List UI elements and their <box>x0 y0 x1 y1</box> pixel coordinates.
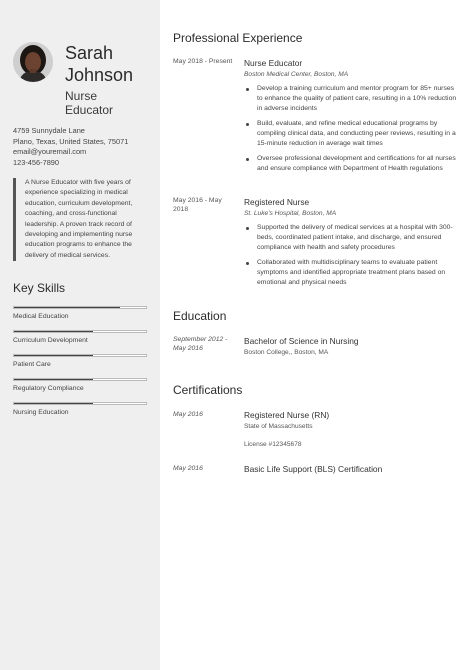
summary: A Nurse Educator with five years of experience specializing in medical education, curriculum development, coaching, and cross-functional leadership. A proven track record of developing and implementing nurse education programs to enhance the delivery of medical services. <box>13 178 145 261</box>
job-1-bullet: Build, evaluate, and refine medical educational programs by compiling clinical data, and conducting peer reviews, resulting in a 15-minute reduction in average wait times <box>244 119 459 149</box>
avatar <box>13 42 53 82</box>
skill-level-bar <box>13 306 147 309</box>
skill-level-bar <box>13 402 147 405</box>
job-title-line-1: Nurse <box>65 89 98 103</box>
sidebar <box>0 0 160 670</box>
job-title-line-2: Educator <box>65 103 114 117</box>
job-2-org: St. Luke's Hospital, Boston, MA <box>244 210 337 217</box>
skill-level-fill <box>14 355 93 356</box>
skill-label: Nursing Education <box>13 409 69 416</box>
cert-1-license: License #12345678 <box>244 441 302 448</box>
job-1-bullets <box>244 84 459 179</box>
city: Plano, Texas, United States, 75071 <box>13 136 129 146</box>
address: 4759 Sunnydale Lane <box>13 126 85 135</box>
cert-2-date: May 2016 <box>173 465 203 472</box>
job-1-org: Boston Medical Center, Boston, MA <box>244 71 349 78</box>
job-1-bullet: Oversee professional development and certifications for all nurses and ensure compliance with Department of Health regulations <box>244 154 459 174</box>
skill-label: Patient Care <box>13 361 51 368</box>
job-title <box>65 89 113 117</box>
first-name: Sarah <box>65 43 114 63</box>
skill-level-fill <box>14 403 93 404</box>
job-2-bullets <box>244 223 459 293</box>
education-heading: Education <box>173 309 227 323</box>
job-2-dates: May 2016 - May 2018 <box>173 197 222 213</box>
skill-label: Regulatory Compliance <box>13 385 84 392</box>
skill-level-fill <box>14 307 120 308</box>
cert-1-issuer: State of Massachusetts <box>244 423 313 430</box>
certifications-heading: Certifications <box>173 383 243 397</box>
skill-level-fill <box>14 379 93 380</box>
job-1-bullet: Develop a training curriculum and mentor program for 85+ nurses to enhance the quality of patient care, resulting in a 10% reduction in adverse incidents <box>244 84 459 114</box>
phone: 123-456-7890 <box>13 157 60 167</box>
skills-list <box>13 306 147 426</box>
skill-level-bar <box>13 354 147 357</box>
cert-2-name: Basic Life Support (BLS) Certification <box>244 464 383 474</box>
skill-label: Medical Education <box>13 313 69 320</box>
job-1-role: Nurse Educator <box>244 58 303 68</box>
job-2-role: Registered Nurse <box>244 197 310 207</box>
email[interactable]: email@youremail.com <box>13 147 87 157</box>
education-school: Boston College,, Boston, MA <box>244 349 329 356</box>
skill-label: Curriculum Development <box>13 337 88 344</box>
cert-1-date: May 2016 <box>173 411 203 418</box>
experience-heading: Professional Experience <box>173 31 303 45</box>
skill-level-fill <box>14 331 93 332</box>
candidate-name <box>65 42 133 86</box>
skill-level-bar <box>13 330 147 333</box>
job-2-bullet: Collaborated with multidisciplinary teams to evaluate patient symptoms and identified appropriate treatment plans based on emotional and physical needs <box>244 258 459 288</box>
contact-info <box>13 126 128 168</box>
job-1-dates: May 2018 - Present <box>173 58 233 65</box>
last-name: Johnson <box>65 65 134 85</box>
education-dates: September 2012 - May 2016 <box>173 336 228 352</box>
education-degree: Bachelor of Science in Nursing <box>244 336 359 346</box>
skills-heading: Key Skills <box>13 281 66 295</box>
avatar-photo <box>13 42 53 82</box>
job-2-bullet: Supported the delivery of medical services at a hospital with 300-beds, coordinated patient intake, and discharge, and ensured compliance with health and safety procedures <box>244 223 459 253</box>
skill-level-bar <box>13 378 147 381</box>
cert-1-name: Registered Nurse (RN) <box>244 410 330 420</box>
